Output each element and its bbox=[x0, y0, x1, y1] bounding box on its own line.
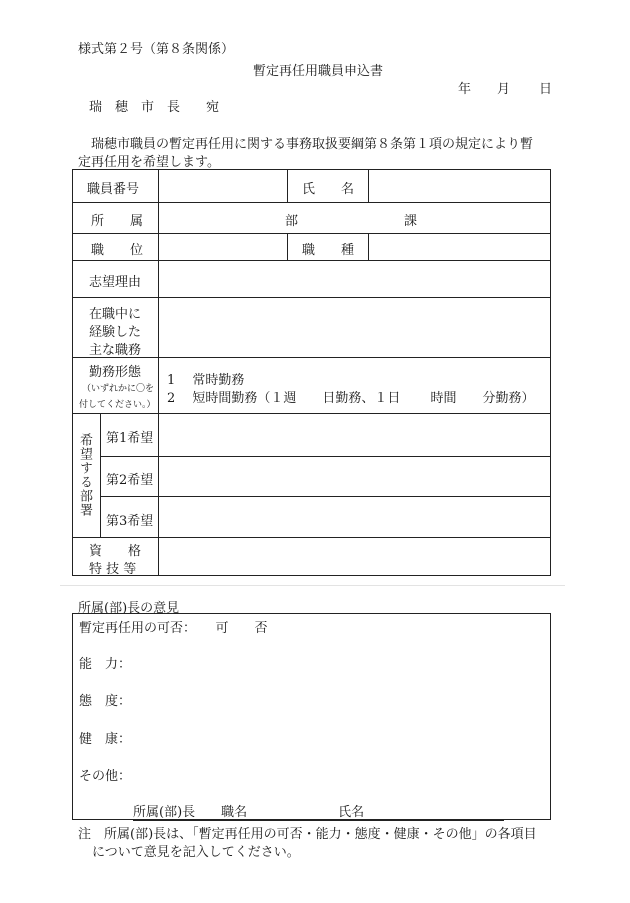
choice-3-label: 第3希望 bbox=[106, 514, 154, 529]
choice-3-field[interactable] bbox=[158, 496, 551, 538]
job-type-field[interactable] bbox=[368, 233, 551, 261]
department-suffix: 部 bbox=[285, 214, 299, 229]
attitude-label: 態 度： bbox=[79, 694, 132, 709]
date-month-label: 月 bbox=[497, 82, 511, 97]
affiliation-label-cell bbox=[72, 202, 159, 234]
approval-line: 暫定再任用の可否： 可 否 bbox=[79, 621, 268, 636]
reason-label: 志望理由 bbox=[89, 275, 142, 290]
work-form-label-cell bbox=[72, 357, 159, 414]
work-form-options bbox=[158, 357, 551, 414]
experience-label-line-2: 経験した bbox=[89, 325, 142, 340]
other-label: その他： bbox=[79, 769, 132, 784]
job-type-label: 職 種 bbox=[302, 243, 355, 258]
health-label: 健 康： bbox=[79, 732, 132, 747]
opinion-box bbox=[72, 613, 551, 820]
choice-1-label: 第1希望 bbox=[106, 431, 154, 446]
employee-number-field[interactable] bbox=[158, 169, 288, 203]
ability-label: 能 力： bbox=[79, 657, 132, 672]
form-number: 様式第２号（第８条関係） bbox=[78, 42, 235, 57]
qualifications-label-cell bbox=[72, 537, 159, 576]
name-label-cell bbox=[287, 169, 369, 203]
job-type-label-cell bbox=[287, 233, 369, 261]
work-form-note-line-2: 付してください。） bbox=[79, 400, 156, 410]
position-label-cell bbox=[72, 233, 159, 261]
choice-1-field[interactable] bbox=[158, 413, 551, 457]
choice-2-label: 第2希望 bbox=[106, 473, 154, 488]
reason-label-cell bbox=[72, 260, 159, 298]
note-line-2: について意見を記入してください。 bbox=[92, 845, 300, 860]
date-year-label: 年 bbox=[458, 82, 472, 97]
section-divider bbox=[60, 585, 565, 586]
experience-label-line-3: 主な職務 bbox=[89, 343, 142, 358]
employee-number-label-cell bbox=[72, 169, 159, 203]
choice-2-field[interactable] bbox=[158, 456, 551, 497]
desired-dept-label-cell bbox=[72, 413, 101, 538]
reason-field[interactable] bbox=[158, 260, 551, 298]
opinion-title: 所属(部)長の意見 bbox=[78, 601, 180, 616]
qualifications-label-line-2: 特 技 等 bbox=[89, 562, 137, 577]
date-day-label: 日 bbox=[539, 82, 553, 97]
work-form-note-line-1: （いずれかに〇を bbox=[82, 384, 155, 394]
experience-field[interactable] bbox=[158, 297, 551, 358]
choice-3-label-cell bbox=[100, 496, 159, 538]
qualifications-label-line-1: 資 格 bbox=[89, 544, 142, 559]
note-line-1: 注 所属(部)長は、「暫定再任用の可否・能力・態度・健康・その他」の各項目 bbox=[78, 827, 537, 842]
employee-number-label: 職員番号 bbox=[87, 182, 140, 197]
signature-line[interactable]: 所属(部)長 職名 氏名 bbox=[133, 801, 504, 821]
experience-label-cell bbox=[72, 297, 159, 358]
intro-line-1: 瑞穂市職員の暫定再任用に関する事務取扱要綱第８条第１項の規定により暫 bbox=[91, 137, 534, 152]
affiliation-field[interactable] bbox=[158, 202, 551, 234]
name-label: 氏 名 bbox=[302, 182, 355, 197]
position-label: 職 位 bbox=[91, 243, 144, 258]
work-form-label: 勤務形態 bbox=[89, 365, 142, 380]
affiliation-label: 所 属 bbox=[91, 214, 144, 229]
name-field[interactable] bbox=[368, 169, 551, 203]
choice-2-label-cell bbox=[100, 456, 159, 497]
option-short-time[interactable]: 2 短時間勤務（１週 日勤務、１日 時間 分勤務） bbox=[167, 391, 535, 406]
option-full-time[interactable]: 1 常時勤務 bbox=[167, 373, 245, 388]
addressee: 瑞 穂 市 長 宛 bbox=[89, 100, 220, 115]
form-title: 暫定再任用職員申込書 bbox=[253, 64, 384, 79]
choice-1-label-cell bbox=[100, 413, 159, 457]
desired-dept-label: 希望する部署 bbox=[77, 433, 92, 517]
qualifications-field[interactable] bbox=[158, 537, 551, 576]
position-field[interactable] bbox=[158, 233, 288, 261]
experience-label-line-1: 在職中に bbox=[89, 307, 142, 322]
section-suffix: 課 bbox=[404, 214, 418, 229]
intro-line-2: 定再任用を希望します。 bbox=[78, 155, 220, 170]
